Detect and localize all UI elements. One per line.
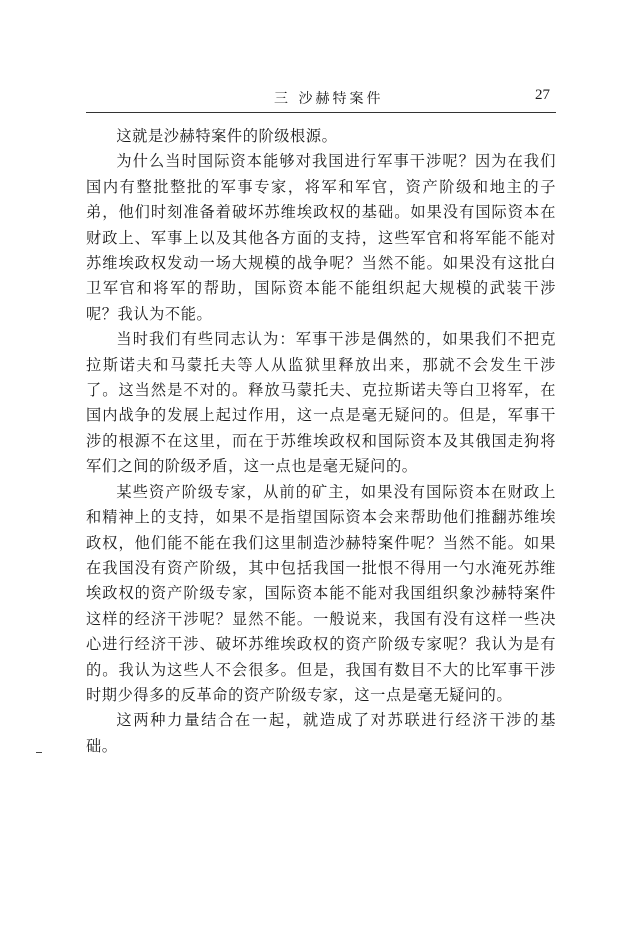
paragraph-1: 这就是沙赫特案件的阶级根源。 (116, 127, 338, 145)
paragraph-3: 当时我们有些同志认为：军事干涉是偶然的，如果我们不把克拉斯诺夫和马蒙托夫等人从监狱里释放出来，那就不会发生干涉了。这当然是不对的。释放马蒙托夫、克拉斯诺夫等白卫将军，在国内战争的发展上起过作用，这一点是毫无疑问的。但是，军事干涉的根源不在这里，而在于苏维埃政权和国际资本及其俄国走狗将军们之间的阶级矛盾，这一点也是毫无疑问的。 (86, 330, 556, 476)
paragraph-5: 这两种力量结合在一起，就造成了对苏联进行经济干涉的基础。 (86, 711, 556, 755)
page-number: 27 (535, 87, 550, 103)
running-header (86, 86, 556, 110)
margin-mark (36, 752, 42, 753)
paragraph-4: 某些资产阶级专家，从前的矿主，如果没有国际资本在财政上和精神上的支持，如果不是指望国际资本会来帮助他们推翻苏维埃政权，他们能不能在我们这里制造沙赫特案件呢？当然不能。如果在我国没有资产阶级，其中包括我国一批恨不得用一勺水淹死苏维埃政权的资产阶级专家，国际资本能不能对我国组织象沙赫特案件这样的经济干涉呢？显然不能。一般说来，我国有没有这样一些决心进行经济干涉、破坏苏维埃政权的资产阶级专家呢？我认为是有的。我认为这些人不会很多。但是，我国有数目不大的比军事干涉时期少得多的反革命的资产阶级专家，这一点是毫无疑问的。 (86, 482, 556, 704)
body-text (86, 124, 556, 759)
chapter-title: 三 沙赫特案件 (274, 91, 384, 107)
header-divider (86, 112, 556, 113)
paragraph-2: 为什么当时国际资本能够对我国进行军事干涉呢？因为在我们国内有整批整批的军事专家，将军和军官，资产阶级和地主的子弟，他们时刻准备着破坏苏维埃政权的基础。如果没有国际资本在财政上、军事上以及其他各方面的支持，这些军官和将军能不能对苏维埃政权发动一场大规模的战争呢？当然不能。如果没有这批白卫军官和将军的帮助，国际资本能不能组织起大规模的武装干涉呢？我认为不能。 (86, 152, 556, 323)
